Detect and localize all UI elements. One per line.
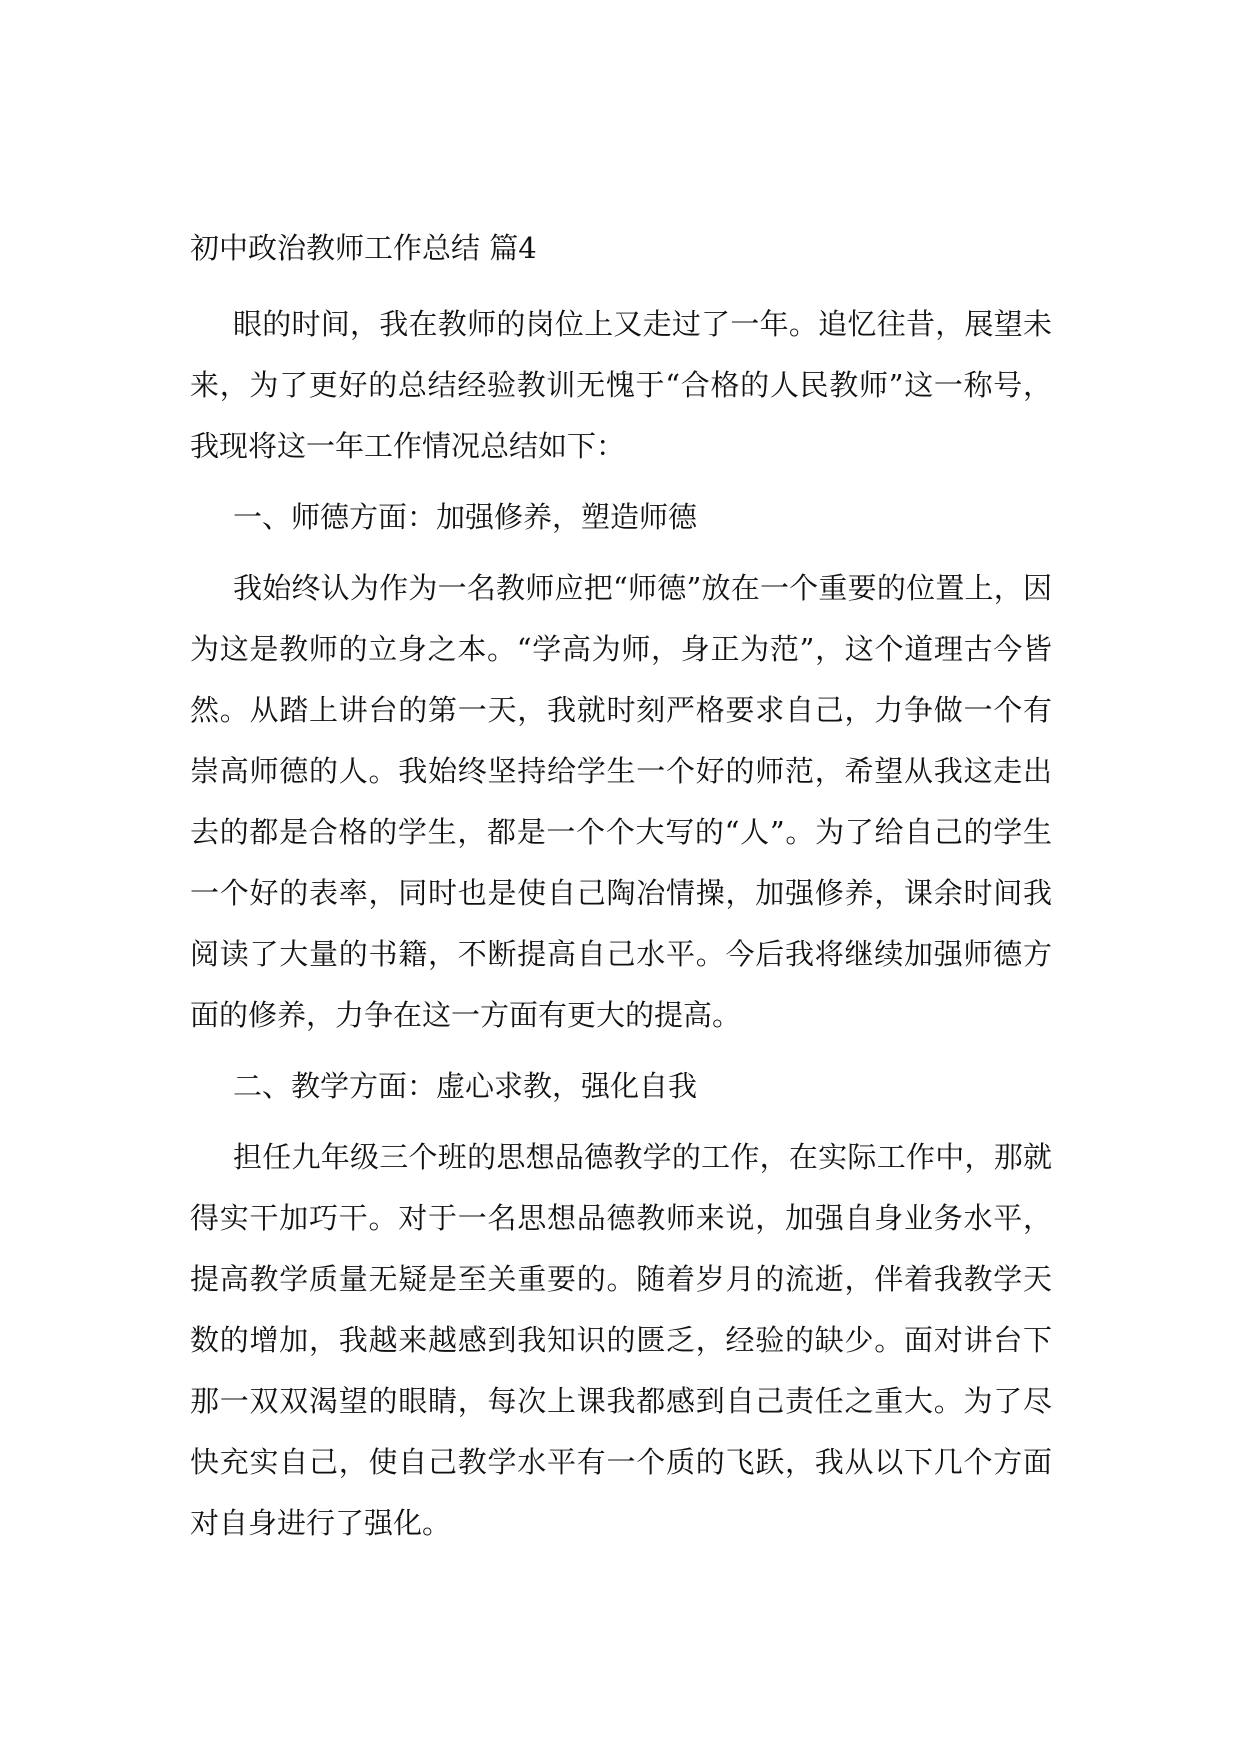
teaching-paragraph: 担任九年级三个班的思想品德教学的工作，在实际工作中，那就得实干加巧干。对于一名思想品德教师来说，加强自身业务水平，提高教学质量无疑是至关重要的。随着岁月的流逝，伴着我教学天数的增加，我越来越感到我知识的匮乏，经验的缺少。面对讲台下那一双双渴望的眼睛，每次上课我都感到自己责任之重大。为了尽快充实自己，使自己教学水平有一个质的飞跃，我从以下几个方面对自身进行了强化。 <box>190 1140 1052 1540</box>
section-heading-ethics: 一、师德方面：加强修养，塑造师德 <box>233 500 698 534</box>
ethics-paragraph: 我始终认为作为一名教师应把“师德”放在一个重要的位置上，因为这是教师的立身之本。“学高为师，身正为范”，这个道理古今皆然。从踏上讲台的第一天，我就时刻严格要求自己，力争做一个有崇高师德的人。我始终坚持给学生一个好的师范，希望从我这走出去的都是合格的学生，都是一个个大写的“人”。为了给自己的学生一个好的表率，同时也是使自己陶冶情操，加强修养，课余时间我阅读了大量的书籍，不断提高自己水平。今后我将继续加强师德方面的修养，力争在这一方面有更大的提高。 <box>190 571 1052 1032</box>
intro-paragraph: 眼的时间，我在教师的岗位上又走过了一年。追忆往昔，展望未来，为了更好的总结经验教训无愧于“合格的人民教师”这一称号，我现将这一年工作情况总结如下： <box>190 307 1052 463</box>
document-title: 初中政治教师工作总结 篇4 <box>190 231 537 265</box>
document-body <box>190 228 1052 1564</box>
section-heading-teaching: 二、教学方面：虚心求教，强化自我 <box>233 1069 698 1103</box>
